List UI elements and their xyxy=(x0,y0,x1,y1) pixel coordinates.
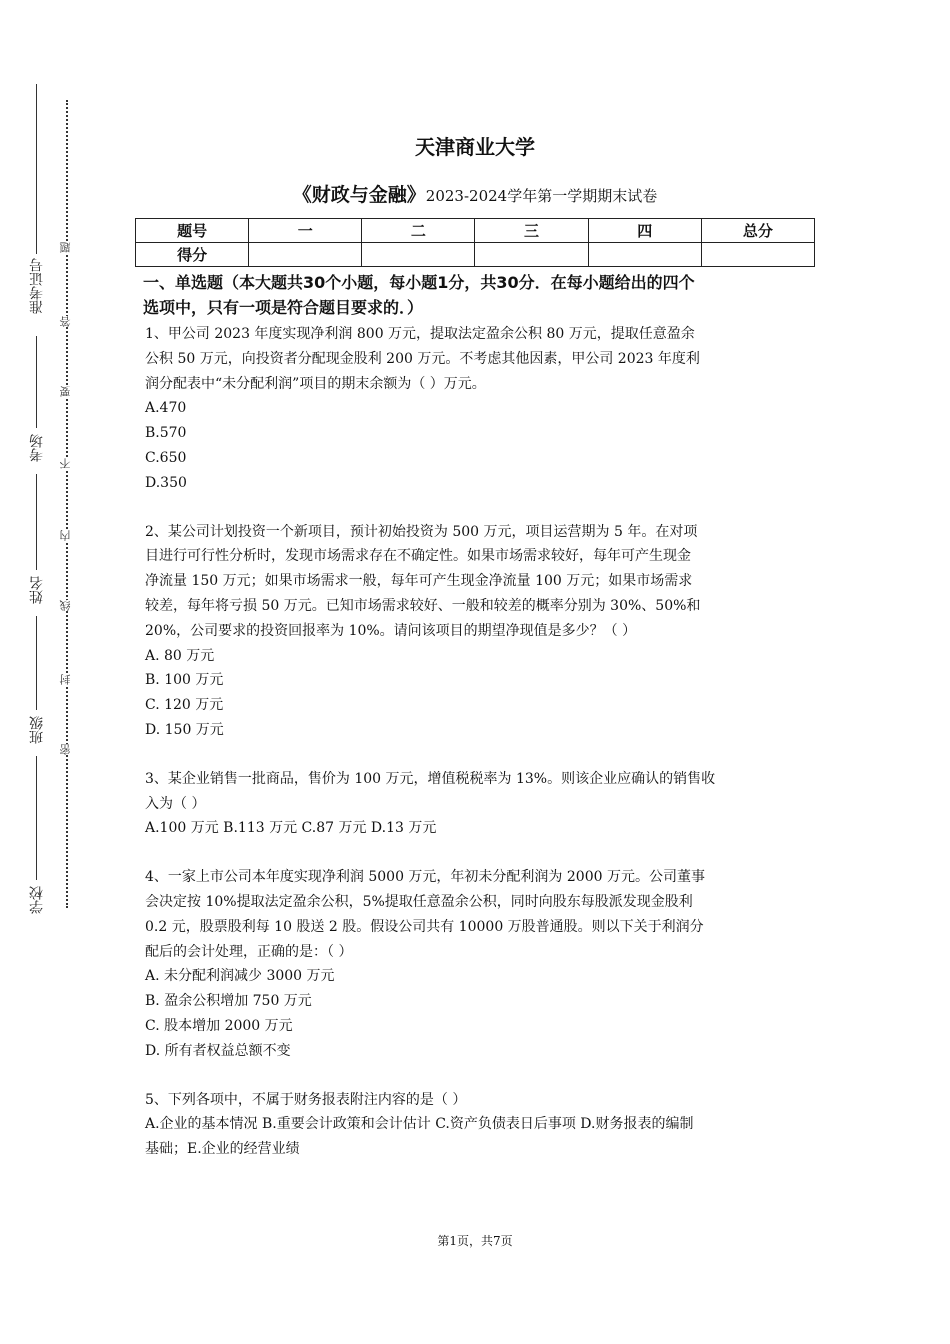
question-line: 入为（ ） xyxy=(145,795,206,812)
option: 基础；E.企业的经营业绩 xyxy=(145,1141,300,1158)
field-school xyxy=(22,886,52,914)
question-line: 5、下列各项中，不属于财务报表附注内容的是（ ） xyxy=(145,1091,467,1108)
question-line: 净流量 150 万元；如果市场需求一般，每年可产生现金净流量 100 万元；如果市场需求 xyxy=(145,573,693,590)
question-5 xyxy=(145,1088,813,1162)
university-title: 天津商业大学 xyxy=(415,135,535,159)
score-table-header-row xyxy=(136,219,815,243)
score-table-cell: 四 xyxy=(588,219,701,243)
option: D. 150 万元 xyxy=(145,721,224,738)
option: A.470 xyxy=(145,400,187,417)
score-table-score-row xyxy=(136,243,815,267)
option: A.100 万元 B.113 万元 C.87 万元 D.13 万元 xyxy=(145,820,437,837)
seal-char: 要 xyxy=(58,386,76,397)
question-line: 3、某企业销售一批商品，售价为 100 万元，增值税税率为 13%。则该企业应确认的销售收 xyxy=(145,770,716,787)
exam-term: 2023-2024学年第一学期期末试卷 xyxy=(425,187,658,205)
field-class-label: 班级 xyxy=(29,716,45,744)
section-heading xyxy=(143,270,813,320)
question-1 xyxy=(145,322,813,496)
question-line: 配后的会计处理，正确的是：（ ） xyxy=(145,943,353,960)
score-entry-cell xyxy=(362,243,475,267)
option: B. 100 万元 xyxy=(145,672,224,689)
score-table-cell: 二 xyxy=(362,219,475,243)
field-school-line xyxy=(36,756,37,880)
section-heading-line: 选项中，只有一项是符合题目要求的．） xyxy=(143,298,424,317)
question-3 xyxy=(145,767,813,841)
score-entry-cell xyxy=(588,243,701,267)
field-exam-id xyxy=(22,258,52,314)
field-class-line xyxy=(36,616,37,710)
field-exam-room-line xyxy=(36,336,37,428)
question-line: 目进行可行性分析时，发现市场需求存在不确定性。如果市场需求较好，每年可产生现金 xyxy=(145,548,691,565)
option: B.570 xyxy=(145,425,187,442)
field-exam-room-label: 考场 xyxy=(29,434,45,462)
question-line: 润分配表中“未分配利润”项目的期末余额为（ ）万元。 xyxy=(145,375,486,392)
score-entry-cell xyxy=(249,243,362,267)
seal-char: 内 xyxy=(58,530,76,541)
score-table-cell: 三 xyxy=(475,219,588,243)
score-table xyxy=(135,218,815,267)
question-line: 0.2 元，股票股利每 10 股送 2 股。假设公司共有 10000 万股普通股。则以下关于利润分 xyxy=(145,918,704,935)
question-line: 20%，公司要求的投资回报率为 10%。请问该项目的期望净现值是多少？（ ） xyxy=(145,622,637,639)
seal-char: 线 xyxy=(58,600,76,611)
option: C.650 xyxy=(145,449,187,466)
option: A.企业的基本情况 B.重要会计政策和会计估计 C.资产负债表日后事项 D.财务报表的编制 xyxy=(145,1116,694,1133)
field-exam-id-line xyxy=(36,84,37,254)
seal-char: 密 xyxy=(58,744,76,755)
exam-subtitle xyxy=(0,180,950,207)
option: B. 盈余公积增加 750 万元 xyxy=(145,993,312,1010)
field-exam-room xyxy=(22,434,52,462)
question-line: 2、某公司计划投资一个新项目，预计初始投资为 500 万元，项目运营期为 5 年。在对项 xyxy=(145,523,698,540)
question-4 xyxy=(145,865,813,1063)
exam-content xyxy=(145,270,813,1162)
page-footer: 第1页，共7页 xyxy=(437,1234,513,1248)
question-2 xyxy=(145,520,813,743)
seal-char: 答 xyxy=(58,316,76,327)
field-school-label: 学校 xyxy=(29,886,45,914)
option: C. 120 万元 xyxy=(145,697,224,714)
option: D. 所有者权益总额不变 xyxy=(145,1042,291,1059)
option: A. 80 万元 xyxy=(145,647,215,664)
score-table-cell: 总分 xyxy=(701,219,814,243)
score-table-cell: 一 xyxy=(249,219,362,243)
option: D.350 xyxy=(145,474,187,491)
seal-char: 封 xyxy=(58,674,76,685)
question-line: 1、甲公司 2023 年度实现净利润 800 万元，提取法定盈余公积 80 万元，提取任意盈余 xyxy=(145,326,695,342)
field-name-label: 姓名 xyxy=(29,576,45,604)
score-table-cell: 题号 xyxy=(136,219,249,243)
field-class xyxy=(22,716,52,744)
section-heading-line: 一、单选题（本大题共30个小题，每小题1分，共30分．在每小题给出的四个 xyxy=(143,273,695,292)
question-line: 会决定按 10%提取法定盈余公积，5%提取任意盈余公积，同时向股东每股派发现金股利 xyxy=(145,893,693,910)
score-table-cell: 得分 xyxy=(136,243,249,267)
question-line: 公积 50 万元，向投资者分配现金股利 200 万元。不考虑其他因素，甲公司 2023 年度利 xyxy=(145,350,700,367)
question-line: 较差，每年将亏损 50 万元。已知市场需求较好、一般和较差的概率分别为 30%、50%和 xyxy=(145,597,701,614)
field-exam-id-label: 准考证号 xyxy=(29,258,45,314)
seal-char: 不 xyxy=(58,458,76,469)
seal-char: 题 xyxy=(58,242,76,253)
question-line: 4、一家上市公司本年度实现净利润 5000 万元，年初未分配利润为 2000 万元。公司董事 xyxy=(145,869,705,886)
course-name: 《财政与金融》 xyxy=(292,184,426,206)
field-name-line xyxy=(36,474,37,570)
score-entry-cell xyxy=(475,243,588,267)
score-entry-cell xyxy=(701,243,814,267)
seal-dotted-line xyxy=(66,100,68,908)
option: C. 股本增加 2000 万元 xyxy=(145,1017,293,1034)
field-name xyxy=(22,576,52,604)
option: A. 未分配利润减少 3000 万元 xyxy=(145,968,335,985)
